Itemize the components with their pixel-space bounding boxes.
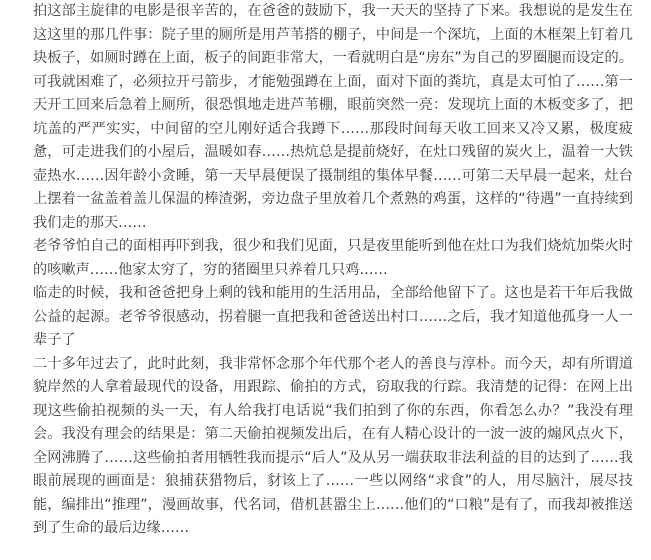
article-paragraph-2: 老爷爷怕自己的面相再吓到我，很少和我们见面，只是夜里能听到他在灶口为我们烧炕加柴火时的咳嗽声……他家太穷了，穷的猪圈里只养着几只鸡……	[33, 238, 633, 278]
article-body	[33, 0, 633, 541]
article-paragraph-3: 临走的时候，我和爸爸把身上剩的钱和能用的生活用品，全部给他留下了。这也是若干年后我做公益的起源。老爷爷很感动，拐着腿一直把我和爸爸送出村口……之后，我才知道他孤身一人一辈子了	[33, 285, 633, 348]
article-paragraph-4: 二十多年过去了，此时此刻，我非常怀念那个年代那个老人的善良与淳朴。而今天，却有所谓道貌岸然的人拿着最现代的设备，用跟踪、偷拍的方式，窃取我的行踪。我清楚的记得：在网上出现这些偷拍视频的头一天，有人给我打电话说“我们拍到了你的东西，你看怎么办？”我没有理会。我没有理会的结果是：第二天偷拍视频发出后，在有人精心设计的一波一波的煽风点火下，全网沸腾了……这些偷拍者用牺牲我而提示“后人”及从另一端获取非法利益的目的达到了……我眼前展现的画面是：狼捕获猎物后，豺该上了……一些以网络“求食”的人，用尽脑汁，展尽技能，编排出“推理”，漫画故事，代名词，借机甚嚣尘上……他们的“口粮”是有了，而我却被推送到了生命的最后边缘……	[33, 355, 633, 536]
article-paragraph-1: 拍这部主旋律的电影是很辛苦的，在爸爸的鼓励下，我一天天的坚持了下来。我想说的是发生在这这里的那几件事：院子里的厕所是用芦苇搭的棚子，中间是一个深坑，上面的木框架上钉着几块板子，如厕时蹲在上面，板子的间距非常大，一看就明白是“房东”为自己的罗圈腿而设定的。可我就困难了，必须拉开弓箭步，才能勉强蹲在上面，面对下面的粪坑，真是太可怕了……第一天开工回来后急着上厕所，很恐惧地走进芦苇棚，眼前突然一亮：发现坑上面的木板变多了，把坑盖的严严实实，中间留的空儿刚好适合我蹲下……那段时间每天收工回来又冷又累，极度疲惫，可走进我们的小屋后，温暖如春……热炕总是提前烧好，在灶口残留的炭火上，温着一大铁壶热水……因年龄小贪睡，第一天早晨便误了摄制组的集体早餐……可第二天早晨一起来，灶台上摆着一盆盖着盖儿保温的棒渣粥，旁边盘子里放着几个煮熟的鸡蛋，这样的“待遇”一直持续到我们走的那天……	[33, 3, 633, 231]
